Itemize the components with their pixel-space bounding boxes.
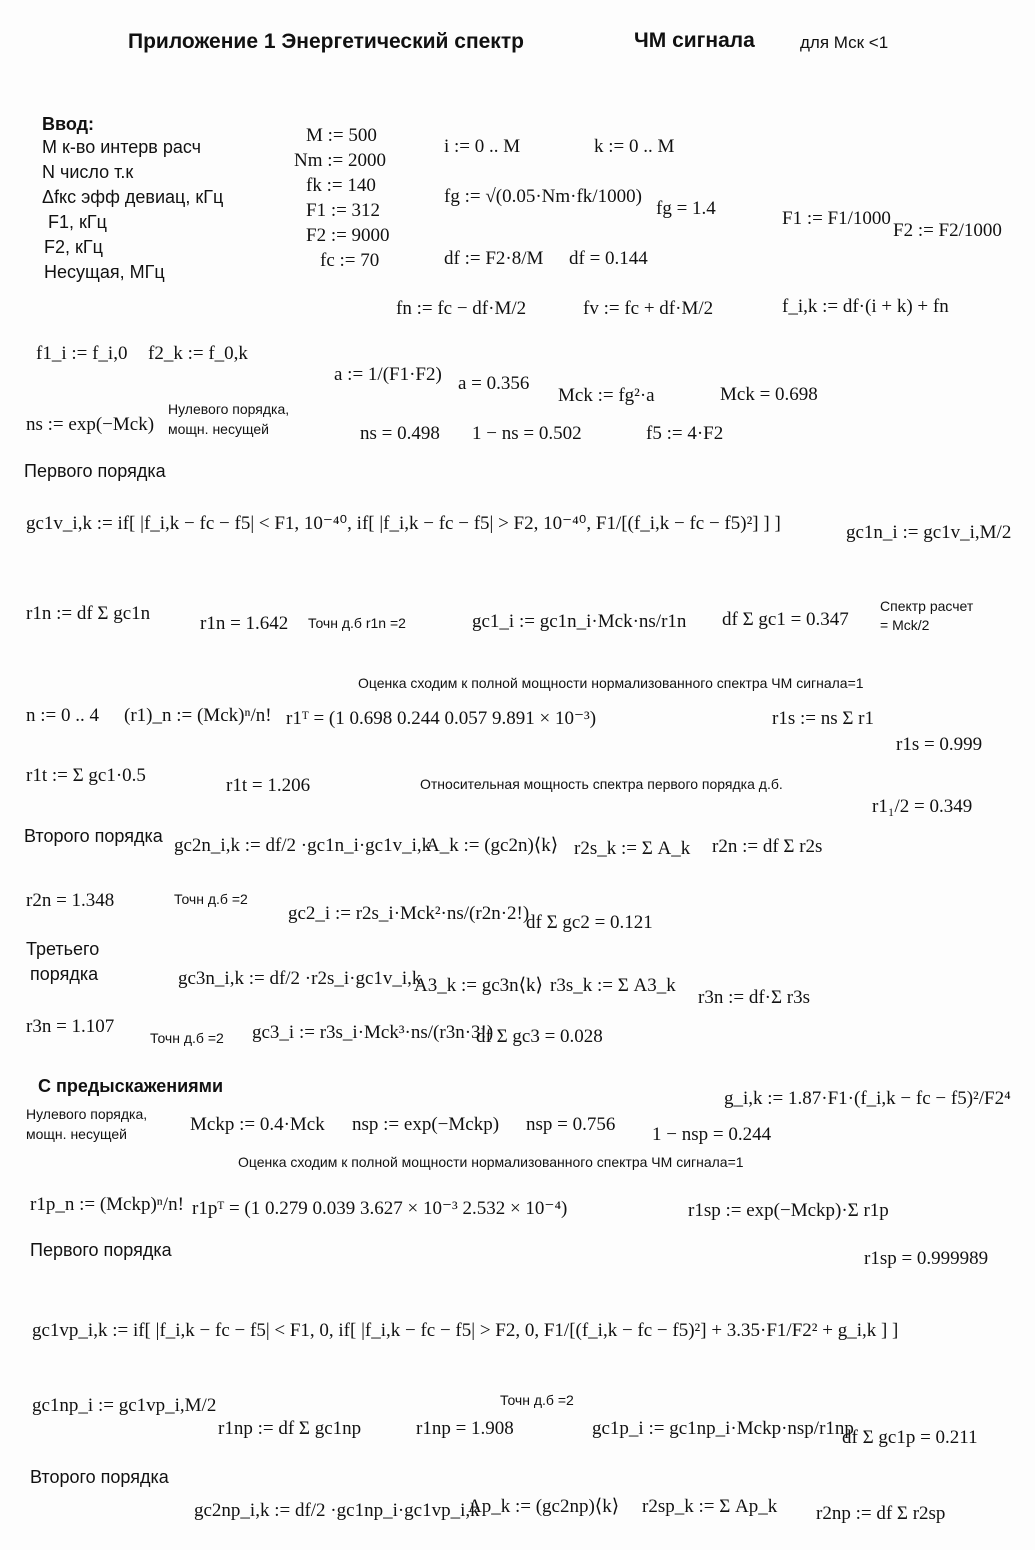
relative-power-note: Относительная мощность спектра первого порядка д.б. [420, 776, 783, 792]
section-header: Первого порядка [30, 1240, 172, 1260]
f1-scale: F1 := F1/1000 [782, 208, 891, 229]
input-label: Δfкс эфф девиац, кГц [42, 187, 224, 207]
gc2n-definition: gc2n_i,k := df/2 ·gc1n_i·gc1v_i,k [174, 835, 432, 856]
r2n-definition: r2n := df Σ r2s [712, 836, 823, 857]
ns-note: Нулевого порядка, [168, 401, 290, 417]
gc1-sum: df Σ gc1 = 0.347 [722, 609, 849, 630]
nsp-result: nsp = 0.756 [526, 1114, 616, 1135]
r1np-result: r1np = 1.908 [416, 1418, 514, 1439]
r1n-definition: r1n := df Σ gc1n [26, 603, 151, 624]
r1s-result: r1s = 0.999 [896, 734, 983, 755]
Ap-definition: Ap_k := (gc2np)⟨k⟩ [468, 1496, 620, 1517]
r2sp-definition: r2sp_k := Σ Ap_k [642, 1496, 778, 1517]
spectrum-note: = Mck/2 [880, 617, 930, 633]
r1-definition: (r1)_n := (Mck)ⁿ/n! [124, 705, 272, 726]
r1p-definition: r1p_n := (Mckp)ⁿ/n! [30, 1194, 184, 1215]
r2n-result: r2n = 1.348 [26, 890, 115, 911]
gc2-definition: gc2_i := r2s_i·Mck²·ns/(r2n·2!) [288, 903, 530, 924]
r1-transpose: r1ᵀ = (1 0.698 0.244 0.057 9.891 × 10⁻³) [286, 708, 597, 729]
gc1vp-definition: gc1vp_i,k := if[ |f_i,k − fc − f5| < F1, 0, if[ |f_i,k − fc − f5| > F2, 0, F1/[(f_i,k − fc − f5)²] + 3.35·F1/F2² + g_i,k ] ] [32, 1320, 899, 1341]
f5-definition: f5 := 4·F2 [646, 423, 724, 444]
gc2-sum: df Σ gc2 = 0.121 [526, 912, 653, 933]
nsp-complement: 1 − nsp = 0.244 [652, 1124, 772, 1145]
page-title: Приложение 1 Энергетический спектр [128, 30, 524, 53]
r2n-note: Точн д.б =2 [174, 891, 248, 907]
input-header: Ввод: [42, 114, 95, 134]
f2-scale: F2 := F2/1000 [893, 220, 1002, 241]
r1sp-definition: r1sp := exp(−Mckp)·Σ r1p [688, 1200, 889, 1221]
input-label: М к-во интерв расч [42, 137, 202, 157]
input-value: M := 500 [306, 125, 377, 146]
nsp-note: мощн. несущей [26, 1126, 127, 1142]
r1-half: r1₁/2 = 0.349 [872, 796, 973, 817]
fg-definition: fg := √(0.05·Nm·fk/1000) [444, 186, 642, 207]
input-label: F2, кГц [44, 237, 103, 257]
a-result: a = 0.356 [458, 373, 530, 394]
A3-definition: A3_k := gc3n⟨k⟩ [414, 975, 543, 996]
A-definition: A_k := (gc2n)⟨k⟩ [426, 835, 559, 856]
convergence-note: Оценка сходим к полной мощности нормализованного спектра ЧМ сигнала=1 [358, 675, 864, 691]
mck-definition: Mck := fg²·a [558, 385, 655, 406]
fn-definition: fn := fc − df·M/2 [396, 298, 527, 319]
r1n-note: Точн д.б r1n =2 [308, 615, 406, 631]
gc3-sum: df Σ gc3 = 0.028 [476, 1026, 603, 1047]
range-i: i := 0 .. M [444, 136, 521, 157]
page-title-part2: ЧМ сигнала [634, 29, 755, 52]
ns-result: ns = 0.498 [360, 423, 440, 444]
df-result: df = 0.144 [569, 248, 648, 269]
gc1-definition: gc1_i := gc1n_i·Mck·ns/r1n [472, 611, 687, 632]
input-label: Несущая, МГц [44, 262, 165, 282]
r3n-result: r3n = 1.107 [26, 1016, 115, 1037]
section-header: Третьего [26, 939, 100, 959]
r1p-transpose: r1pᵀ = (1 0.279 0.039 3.627 × 10⁻³ 2.532 × 10⁻⁴) [192, 1198, 568, 1219]
r3s-definition: r3s_k := Σ A3_k [550, 975, 676, 996]
r1sp-result: r1sp = 0.999989 [864, 1248, 989, 1269]
nsp-note: Нулевого порядка, [26, 1106, 148, 1122]
r3n-note: Точн д.б =2 [150, 1030, 224, 1046]
fik-definition: f_i,k := df·(i + k) + fn [782, 296, 949, 317]
gc3n-definition: gc3n_i,k := df/2 ·r2s_i·gc1v_i,k [178, 968, 422, 989]
convergence-note-p: Оценка сходим к полной мощности нормализованного спектра ЧМ сигнала=1 [238, 1154, 744, 1170]
gc1p-sum: df Σ gc1p = 0.211 [842, 1427, 978, 1448]
mck-result: Mck = 0.698 [720, 384, 818, 405]
gc1p-definition: gc1p_i := gc1np_i·Mckp·nsp/r1np [592, 1418, 854, 1439]
input-label: N число т.к [42, 162, 134, 182]
input-value: fk := 140 [306, 175, 376, 196]
ns-note: мощн. несущей [168, 421, 269, 437]
gc1np-definition: gc1np_i := gc1vp_i,M/2 [32, 1395, 217, 1416]
gc1n-definition: gc1n_i := gc1v_i,M/2 [846, 522, 1012, 543]
nsp-definition: nsp := exp(−Mckp) [352, 1114, 500, 1135]
fv-definition: fv := fc + df·M/2 [583, 298, 714, 319]
gc3-definition: gc3_i := r3s_i·Mck³·ns/(r3n·3!) [252, 1022, 494, 1043]
r1np-note: Точн д.б =2 [500, 1392, 574, 1408]
f2-slice: f2_k := f_0,k [148, 343, 248, 364]
section-header: Второго порядка [30, 1467, 169, 1487]
section-header: порядка [30, 964, 99, 984]
input-label: F1, кГц [48, 212, 107, 232]
r1np-definition: r1np := df Σ gc1np [218, 1418, 362, 1439]
predistortion-header: С предыскажениями [38, 1076, 224, 1096]
r1t-definition: r1t := Σ gc1·0.5 [26, 765, 146, 786]
r2np-definition: r2np := df Σ r2sp [816, 1503, 946, 1524]
section-header: Первого порядка [24, 461, 166, 481]
title-condition: для Мск <1 [800, 33, 889, 52]
ns-complement: 1 − ns = 0.502 [472, 423, 582, 444]
df-definition: df := F2·8/M [444, 248, 544, 269]
r1t-result: r1t = 1.206 [226, 775, 311, 796]
input-value: F2 := 9000 [306, 225, 390, 246]
input-value: F1 := 312 [306, 200, 381, 221]
n-range: n := 0 .. 4 [26, 705, 99, 726]
section-header: Второго порядка [24, 826, 163, 846]
spectrum-note: Спектр расчет [880, 598, 974, 614]
range-k: k := 0 .. M [594, 136, 675, 157]
r1s-definition: r1s := ns Σ r1 [772, 708, 874, 729]
ns-definition: ns := exp(−Mck) [26, 414, 155, 435]
gc1v-definition: gc1v_i,k := if[ |f_i,k − fc − f5| < F1, 10⁻⁴⁰, if[ |f_i,k − fc − f5| > F2, 10⁻⁴⁰, F1/[(f_i,k − fc − f5)²] ] ] [26, 513, 781, 534]
fg-result: fg = 1.4 [656, 198, 716, 219]
f1-slice: f1_i := f_i,0 [36, 343, 128, 364]
r1n-result: r1n = 1.642 [200, 613, 289, 634]
g-definition: g_i,k := 1.87·F1·(f_i,k − fc − f5)²/F2⁴ [724, 1088, 1011, 1109]
gc2np-definition: gc2np_i,k := df/2 ·gc1np_i·gc1vp_i,k [194, 1500, 480, 1521]
mckp-definition: Mckp := 0.4·Mck [190, 1114, 325, 1135]
input-value: fc := 70 [320, 250, 380, 271]
r3n-definition: r3n := df·Σ r3s [698, 987, 811, 1008]
input-value: Nm := 2000 [294, 150, 386, 171]
a-definition: a := 1/(F1·F2) [334, 364, 442, 385]
r2s-definition: r2s_k := Σ A_k [574, 838, 691, 859]
